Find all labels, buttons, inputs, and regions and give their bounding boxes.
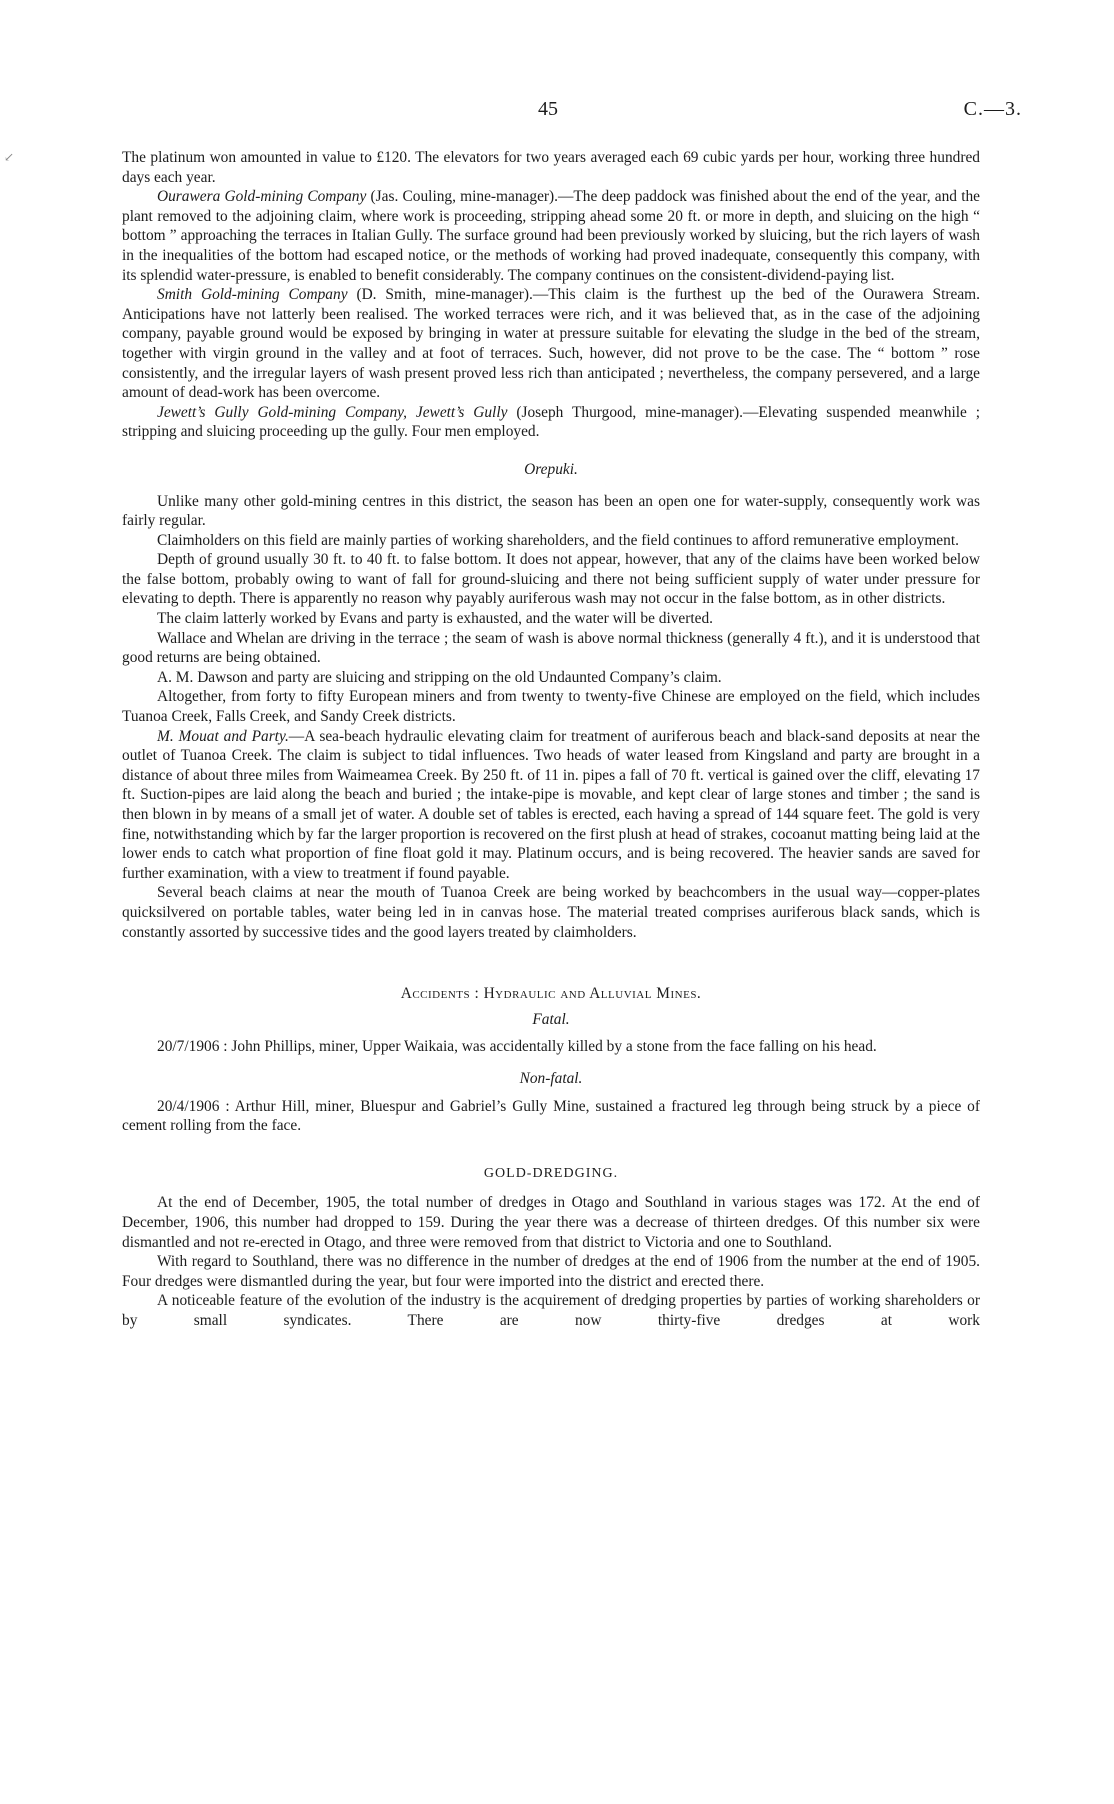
page-number: 45 (538, 98, 558, 120)
paragraph (122, 403, 980, 442)
paragraph: Altogether, from forty to fifty European miners and from twenty to twenty-five Chinese are employed on the field, which includes Tuanoa Creek, Falls Creek, and Sandy Creek districts. (122, 688, 980, 726)
paragraph: The claim latterly worked by Evans and party is exhausted, and the water will be diverted. (157, 610, 714, 628)
margin-mark: ↙ (4, 150, 15, 164)
paragraph (122, 727, 980, 884)
paragraph: Several beach claims at near the mouth of Tuanoa Creek are being worked by beachcombers in the usual way—copper-plates quicksilvered on portable tables, water being led in in canvas hose. The material treated comprises auriferous black sands, which is constantly assorted by successive tides and the good layers treated by claimholders. (122, 884, 980, 941)
accident-entry: 20/4/1906 : Arthur Hill, miner, Bluespur and Gabriel’s Gully Mine, sustained a fractured leg through being struck by a piece of cement rolling from the face. (122, 1097, 980, 1135)
section-heading-accidents: Accidents : Hydraulic and Alluvial Mines. (400, 985, 702, 1003)
subheading-non-fatal: Non-fatal. (519, 1069, 583, 1087)
paragraph: Unlike many other gold-mining centres in this district, the season has been an open one for water-supply, consequently work was fairly regular. (122, 492, 980, 530)
paragraph: A noticeable feature of the evolution of the industry is the acquirement of dredging properties by parties of working shareholders or by small syndicates. There are now thirty-five dredges at work (122, 1292, 980, 1329)
page-body (122, 148, 980, 1330)
paragraph: Wallace and Whelan are driving in the terrace ; the seam of wash is above normal thickness (generally 4 ft.), and it is understood that good returns are being obtained. (122, 629, 980, 667)
paragraph-text: (D. Smith, mine-manager).—This claim is the furthest up the bed of the Ourawera Stream. Anticipations have not latterly been realised. The worked terraces were rich, and it was believed that, as in the case of the adjoining company, payable ground would be exposed by bringing in water at pressure suitable for elevating the sludge in the bed of the stream, together with virgin ground in the valley and at foot of terraces. Such, however, did not prove to be the case. The “ bottom ” rose consistently, and the irregular layers of wash present proved less rich than anticipated ; nevertheless, the company persevered, and a large amount of dead-work has been overcome. (122, 286, 980, 402)
paragraph: Claimholders on this field are mainly parties of working shareholders, and the field continues to afford remunerative employment. (157, 531, 959, 549)
company-name: Jewett’s Gully Gold-mining Company, Jewett’s Gully (157, 403, 508, 421)
page-header (0, 98, 1114, 128)
paragraph-text: (Joseph Thurgood, mine-manager).—Elevating suspended meanwhile ; stripping and sluicing proceeding up the gully. Four men employed. (122, 403, 981, 441)
company-name: Smith Gold-mining Company (157, 286, 348, 304)
company-name: Ourawera Gold-mining Company (157, 188, 367, 206)
paragraph: At the end of December, 1905, the total number of dredges in Otago and Southland in various stages was 172. At the end of December, 1906, this number had dropped to 159. During the year there was a decrease of thirteen dredges. Of this number six were dismantled and not re-erected in Otago, and three were removed from that district to Victoria and one to Southland. (122, 1194, 980, 1251)
paragraph (122, 285, 980, 403)
paragraph (122, 187, 980, 285)
subheading-fatal: Fatal. (532, 1010, 570, 1028)
accident-entry: 20/7/1906 : John Phillips, miner, Upper Waikaia, was accidentally killed by a stone from the face falling on his head. (157, 1038, 877, 1056)
section-heading-gold-dredging: GOLD-DREDGING. (483, 1165, 619, 1181)
document-reference: C.—3. (963, 98, 1022, 120)
section-heading-orepuki: Orepuki. (524, 460, 578, 478)
paragraph: With regard to Southland, there was no difference in the number of dredges at the end of 1906 from the number at the end of 1905. Four dredges were dismantled during the year, but four were imported into the district and erected there. (122, 1253, 980, 1290)
paragraph: A. M. Dawson and party are sluicing and stripping on the old Undaunted Company’s claim. (157, 668, 722, 686)
paragraph: Depth of ground usually 30 ft. to 40 ft. to false bottom. It does not appear, however, that any of the claims have been worked below the false bottom, probably owing to want of fall for ground-sluicing and there not being sufficient supply of water under pressure for elevating to depth. There is apparently no reason why payably auriferous wash may not occur in the false bottom, as in other districts. (122, 551, 980, 608)
paragraph-text: The platinum won amounted in value to £120. The elevators for two years averaged each 69 cubic yards per hour, working three hundred days each year. (122, 149, 980, 186)
paragraph-text: —A sea-beach hydraulic elevating claim for treatment of auriferous beach and black-sand deposits at near the outlet of Tuanoa Creek. The claim is subject to tidal influences. Two heads of water leased from Kingsland and party are brought in a distance of about three miles from Waimeamea Creek. By 250 ft. of 11 in. pipes a fall of 70 ft. vertical is gained over the cliff, elevating 17 ft. Suction-pipes are laid along the beach and buried ; the intake-pipe is movable, and kept clear of large stones and timber ; the sand is then blown in by means of a small jet of water. A double set of tables is erected, each having a spread of 144 square feet. The gold is very fine, notwithstanding which by far the larger proportion is recovered on the first plush at head of strakes, cocoanut matting being laid at the lower ends to catch what proportion of fine float gold it may. Platinum occurs, and is being recovered. The heavier sands are saved for further examination, with a view to treatment if found payable. (122, 727, 981, 882)
paragraph (122, 148, 980, 187)
paragraph-text: (Jas. Couling, mine-manager).—The deep paddock was finished about the end of the year, and the plant removed to the adjoining claim, where work is proceeding, stripping ahead some 20 ft. or more in depth, and sluicing on the high “ bottom ” approaching the terraces in Italian Gully. The surface ground had been previously worked by sluicing, but the rich layers of wash in the inequalities of the bottom had escaped notice, or the methods of working had proved inadequate, consequently this company, with its splendid water-pressure, is enabled to benefit considerably. The company continues on the consistent-dividend-paying list. (122, 188, 980, 284)
party-name: M. Mouat and Party. (157, 727, 289, 745)
